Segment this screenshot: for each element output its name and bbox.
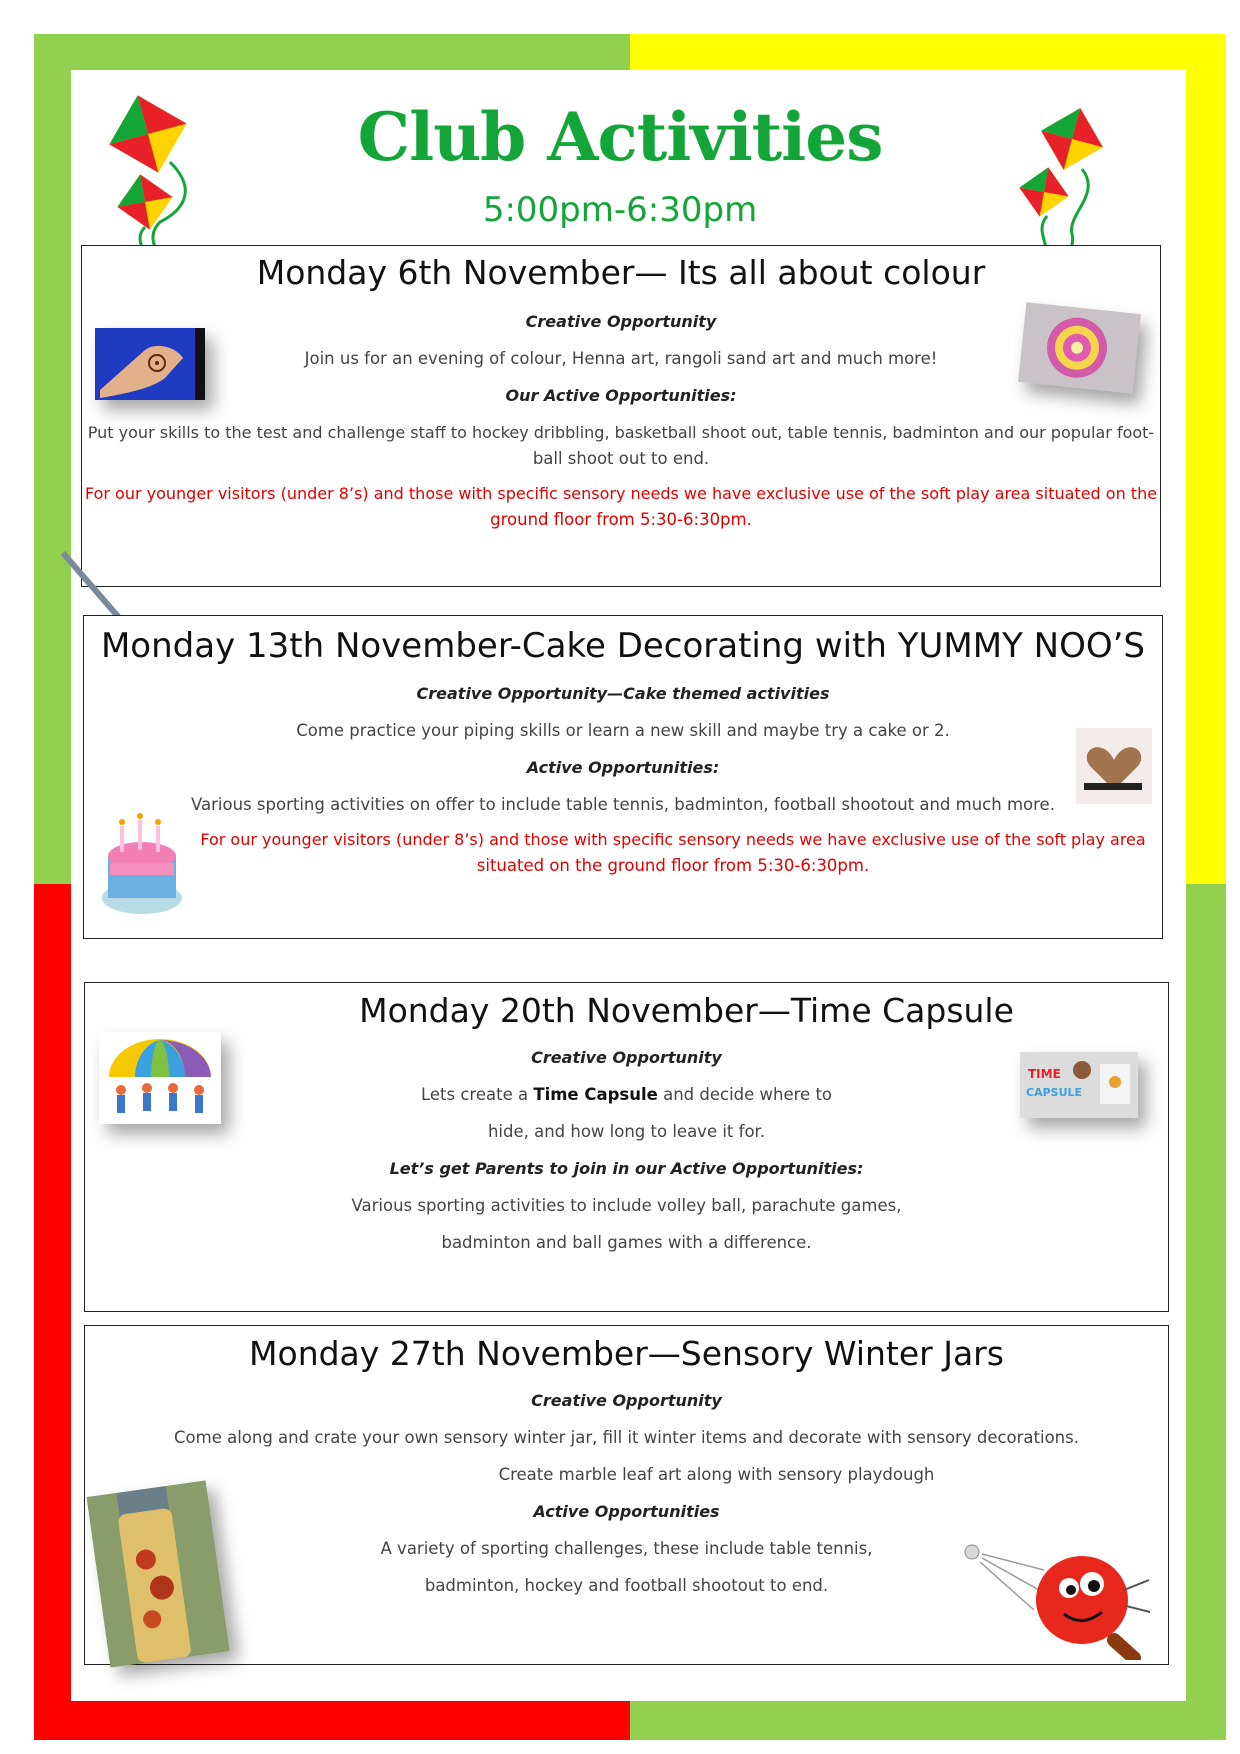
capsule-art-line-1: TIME (1028, 1067, 1061, 1081)
active-label: Let’s get Parents to join in our Active Opportunities: (389, 1159, 864, 1178)
creative-text-start: Lets create a (420, 1085, 534, 1104)
session-heading: Monday 27th November—Sensory Winter Jars (249, 1334, 1004, 1373)
time-capsule-photo (1020, 1052, 1138, 1118)
creative-text-end: and decide where to (657, 1085, 833, 1104)
creative-text: Come along and crate your own sensory winter jar, fill it winter items and decorate with sensory decorations. (174, 1428, 1079, 1447)
session-box-3 (84, 982, 1169, 1312)
rangoli-art-photo (1018, 302, 1141, 394)
sensory-jar-photo (87, 1480, 230, 1667)
henna-hand-photo (95, 328, 205, 400)
creative-text (85, 1085, 1168, 1104)
creative-label: Creative Opportunity (531, 1391, 722, 1410)
sensory-note: situated on the ground floor from 5:30-6:30pm. (476, 856, 870, 875)
birthday-cake-icon (100, 808, 185, 923)
active-label: Active Opportunities (533, 1502, 720, 1521)
creative-label: Creative Opportunity—Cake themed activities (416, 684, 830, 703)
session-box-1 (81, 245, 1161, 587)
creative-text: hide, and how long to leave it for. (487, 1122, 766, 1141)
active-text: Various sporting activities on offer to include table tennis, badminton, football shootout and much more. (191, 795, 1055, 814)
active-label: Our Active Opportunities: (505, 386, 737, 405)
active-text: A variety of sporting challenges, these include table tennis, (380, 1539, 873, 1558)
active-text: Various sporting activities to include volley ball, parachute games, (351, 1196, 902, 1215)
session-heading: Monday 6th November— Its all about colour (256, 253, 986, 292)
session-heading: Monday 20th November—Time Capsule (359, 991, 1014, 1030)
sensory-note: For our younger visitors (under 8’s) and those with specific sensory needs we have exclusive use of the soft play area (200, 830, 1146, 849)
ping-pong-paddle-icon (964, 1540, 1154, 1660)
session-box-2 (83, 615, 1163, 939)
active-text: badminton and ball games with a difference. (441, 1233, 812, 1252)
session-heading: Monday 13th November-Cake Decorating with YUMMY NOO’S (100, 626, 1146, 666)
chocolate-heart-photo (1076, 728, 1152, 804)
sensory-note: ground floor from 5:30-6:30pm. (490, 510, 752, 529)
creative-text: Create marble leaf art along with sensory playdough (498, 1465, 935, 1484)
creative-text: Come practice your piping skills or learn a new skill and maybe try a cake or 2. (296, 721, 950, 740)
active-text: Put your skills to the test and challenge staff to hockey dribbling, basketball shoot out, table tennis, badminton and our popular foot- (87, 423, 1155, 442)
creative-label: Creative Opportunity (531, 1048, 722, 1067)
capsule-art-line-2: CAPSULE (1026, 1086, 1083, 1099)
creative-label: Creative Opportunity (525, 312, 717, 331)
session-time: 5:00pm-6:30pm (482, 190, 758, 230)
sensory-note: For our younger visitors (under 8’s) and those with specific sensory needs we have exclusive use of the soft play area situated on the (84, 484, 1158, 503)
creative-text: Join us for an evening of colour, Henna art, rangoli sand art and much more! (304, 349, 938, 368)
time-capsule-emphasis: Time Capsule (533, 1085, 658, 1104)
active-text: ball shoot out to end. (532, 449, 710, 468)
page-title: Club Activities (357, 98, 883, 176)
active-label: Active Opportunities: (526, 758, 720, 777)
active-text: badminton, hockey and football shootout to end. (424, 1576, 829, 1595)
parachute-kids-picture (99, 1032, 221, 1124)
